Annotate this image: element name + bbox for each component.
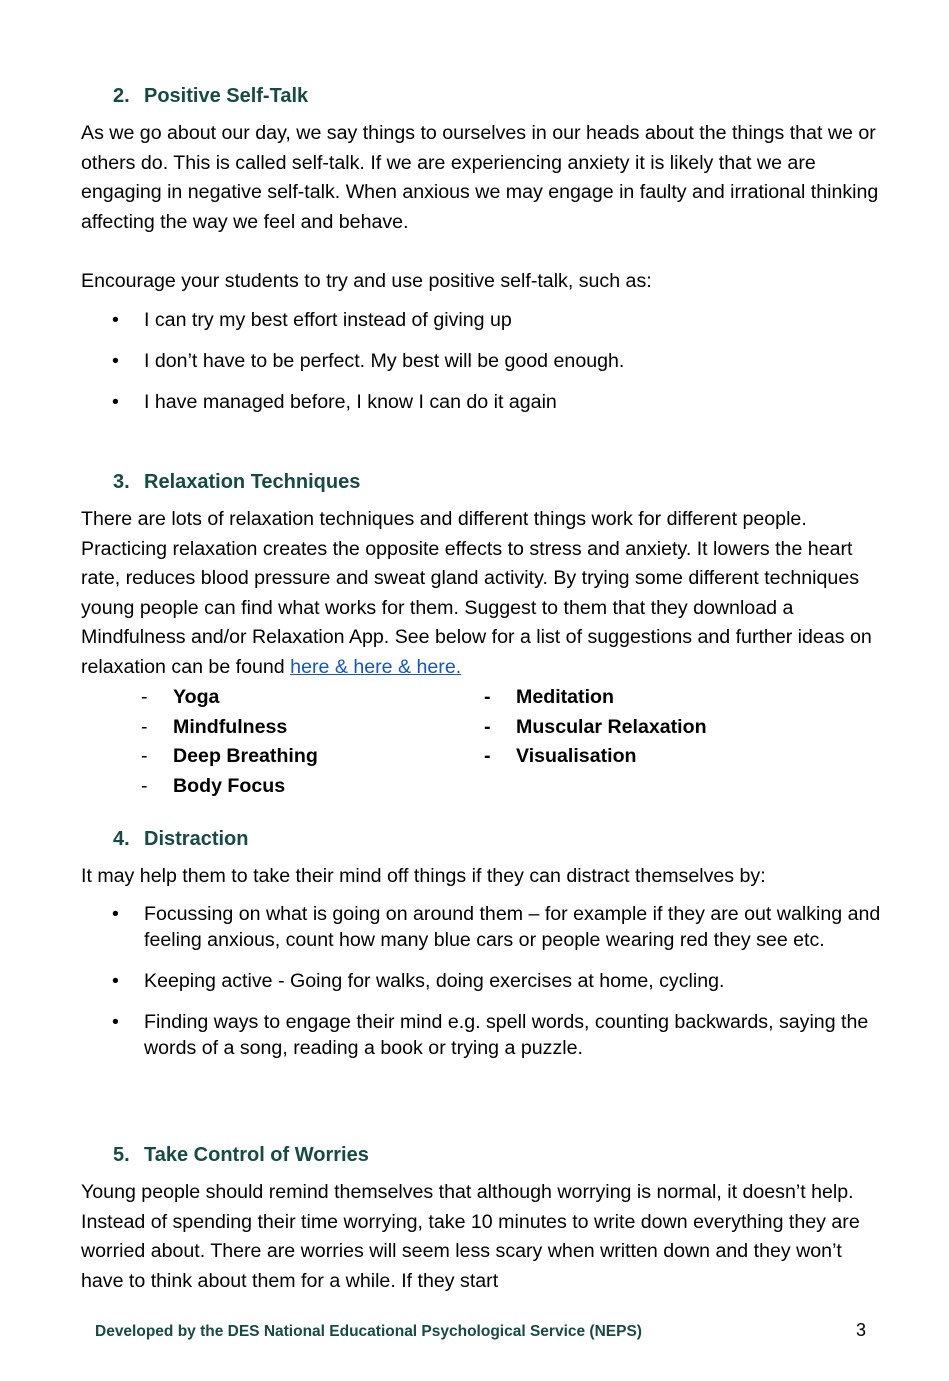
section-number: 5. bbox=[113, 1144, 130, 1166]
list-item: • Finding ways to engage their mind e.g. spell words, counting backwards, saying the words of a song, reading a book or trying a puzzle. bbox=[112, 1011, 869, 1059]
relaxation-link[interactable]: here & here & here. bbox=[290, 655, 462, 678]
dash-icon: - bbox=[141, 774, 148, 797]
bullet-icon: • bbox=[112, 970, 119, 992]
dash-icon: - bbox=[484, 745, 491, 767]
section-number: 3. bbox=[113, 471, 130, 493]
self-talk-list bbox=[81, 307, 881, 415]
section-title: Positive Self-Talk bbox=[144, 85, 309, 107]
section-heading-relaxation bbox=[113, 470, 360, 494]
list-item: • I don’t have to be perfect. My best will be good enough. bbox=[112, 350, 625, 372]
section-number: 2. bbox=[113, 85, 130, 107]
list-item: - Visualisation bbox=[484, 742, 707, 772]
relaxation-paragraph: There are lots of relaxation techniques and different things work for different people. Practicing relaxation creates the opposite effects to stress and anxiety. It lowers the heart rate, reduces blood pressure and sweat gland activity. By trying some different techniques young people can find what works for them. Suggest to them that they download a Mindfulness and/or Relaxation App. See below for a list of suggestions and further ideas on relaxation can be found here & here & here. bbox=[81, 508, 872, 678]
list-item: - Deep Breathing bbox=[141, 742, 318, 772]
footer-text: Developed by the DES National Educational Psychological Service (NEPS) bbox=[95, 1323, 642, 1340]
list-item: • I have managed before, I know I can do it again bbox=[112, 391, 557, 413]
worries-paragraph: Young people should remind themselves that although worrying is normal, it doesn’t help. Instead of spending their time worrying, take 10 minutes to write down everything they are worried about. There are worries will seem less scary when written down and they won’t have to think about them for a while. If they start bbox=[81, 1181, 860, 1292]
list-item: - Muscular Relaxation bbox=[484, 713, 707, 743]
bullet-icon: • bbox=[112, 309, 119, 331]
dash-icon: - bbox=[484, 715, 491, 738]
section-heading-worries bbox=[113, 1143, 369, 1167]
list-item: - Meditation bbox=[484, 683, 707, 713]
bullet-icon: • bbox=[112, 903, 119, 925]
list-item: - Mindfulness bbox=[141, 713, 318, 743]
bullet-icon: • bbox=[112, 1011, 119, 1033]
bullet-icon: • bbox=[112, 391, 119, 413]
section-heading-self-talk bbox=[113, 84, 308, 108]
section-title: Take Control of Worries bbox=[144, 1144, 369, 1166]
dash-icon: - bbox=[484, 686, 491, 708]
relaxation-list-right bbox=[484, 683, 707, 772]
distraction-list bbox=[81, 901, 881, 1061]
list-item: • Keeping active - Going for walks, doing exercises at home, cycling. bbox=[112, 970, 725, 992]
list-item: • Focussing on what is going on around them – for example if they are out walking and feeling anxious, count how many blue cars or people wearing red they see etc. bbox=[112, 903, 881, 951]
dash-icon: - bbox=[141, 745, 148, 767]
page-number: 3 bbox=[856, 1320, 867, 1340]
list-item: - Body Focus bbox=[141, 772, 318, 802]
relaxation-list-left bbox=[141, 683, 318, 801]
section-title: Relaxation Techniques bbox=[144, 471, 361, 493]
bullet-icon: • bbox=[112, 350, 119, 372]
self-talk-intro: Encourage your students to try and use positive self-talk, such as: bbox=[81, 270, 652, 292]
list-item: • I can try my best effort instead of giving up bbox=[112, 309, 512, 331]
list-item: - Yoga bbox=[141, 683, 318, 713]
dash-icon: - bbox=[141, 686, 148, 708]
section-number: 4. bbox=[113, 828, 130, 850]
dash-icon: - bbox=[141, 715, 148, 738]
distraction-intro: It may help them to take their mind off things if they can distract themselves by: bbox=[81, 865, 766, 887]
section-title: Distraction bbox=[144, 828, 249, 850]
section-heading-distraction bbox=[113, 827, 248, 851]
self-talk-paragraph: As we go about our day, we say things to ourselves in our heads about the things that we or others do. This is called self-talk. If we are experiencing anxiety it is likely that we are engaging in negative self-talk. When anxious we may engage in faulty and irrational thinking affecting the way we feel and behave. bbox=[81, 122, 879, 233]
